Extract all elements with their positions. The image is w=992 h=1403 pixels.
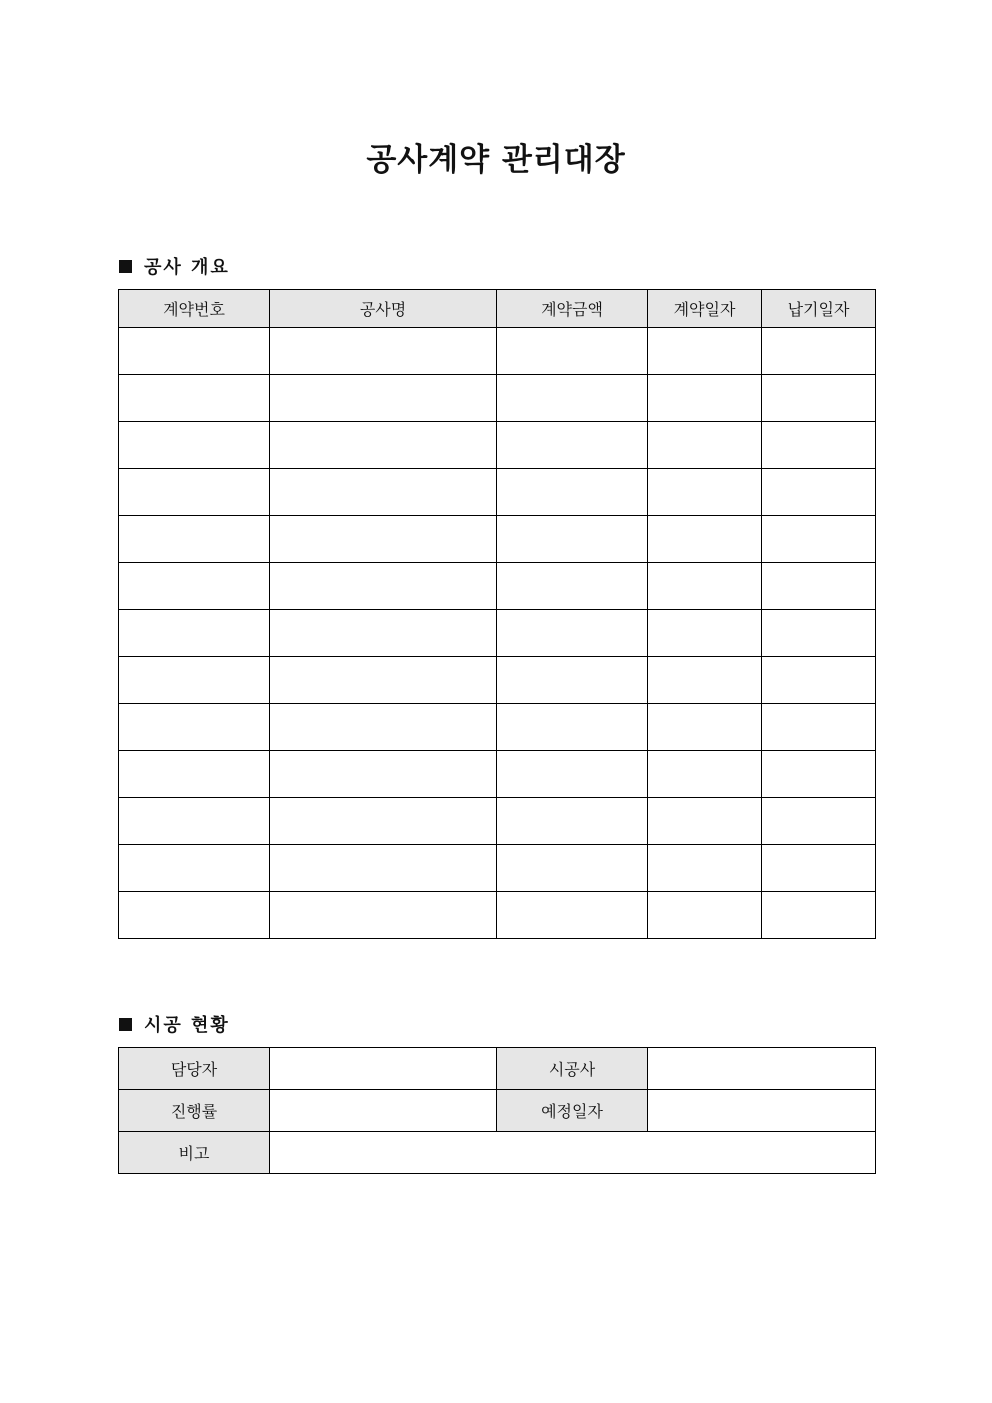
contract-number-cell[interactable] [119,657,270,704]
contract-date-cell[interactable] [648,704,762,751]
table-row [119,704,876,751]
contract-amount-cell[interactable] [497,375,648,422]
contract-amount-cell[interactable] [497,798,648,845]
contractor-field[interactable] [648,1048,876,1090]
contract-date-cell[interactable] [648,798,762,845]
table-row [119,422,876,469]
column-header-project-name: 공사명 [270,290,497,328]
contract-date-cell[interactable] [648,375,762,422]
column-header-contract-amount: 계약금액 [497,290,648,328]
section-heading-label: 공사 개요 [144,257,230,278]
delivery-date-cell[interactable] [762,563,876,610]
contract-date-cell[interactable] [648,516,762,563]
contract-number-cell[interactable] [119,798,270,845]
square-bullet-icon [119,260,132,273]
delivery-date-cell[interactable] [762,704,876,751]
remarks-field[interactable] [270,1132,876,1174]
contract-number-cell[interactable] [119,892,270,939]
delivery-date-cell[interactable] [762,610,876,657]
progress-rate-field[interactable] [270,1090,497,1132]
contract-date-cell[interactable] [648,328,762,375]
contract-date-cell[interactable] [648,845,762,892]
contract-number-cell[interactable] [119,375,270,422]
delivery-date-cell[interactable] [762,328,876,375]
contract-number-cell[interactable] [119,610,270,657]
contract-amount-cell[interactable] [497,845,648,892]
delivery-date-cell[interactable] [762,798,876,845]
scheduled-date-field[interactable] [648,1090,876,1132]
table-row [119,516,876,563]
project-name-cell[interactable] [270,751,497,798]
project-name-cell[interactable] [270,657,497,704]
contract-date-cell[interactable] [648,892,762,939]
delivery-date-cell[interactable] [762,469,876,516]
section-heading-overview [119,253,230,279]
table-header-row [119,290,876,328]
table-row [119,328,876,375]
project-name-cell[interactable] [270,328,497,375]
table-row [119,1048,876,1090]
contract-amount-cell[interactable] [497,610,648,657]
contract-date-cell[interactable] [648,469,762,516]
contract-date-cell[interactable] [648,563,762,610]
project-name-cell[interactable] [270,375,497,422]
contract-overview-table [118,289,876,939]
construction-progress-table [118,1047,876,1174]
contract-number-cell[interactable] [119,751,270,798]
delivery-date-cell[interactable] [762,751,876,798]
manager-field[interactable] [270,1048,497,1090]
table-row [119,1090,876,1132]
contract-amount-cell[interactable] [497,892,648,939]
table-row [119,751,876,798]
table-row [119,469,876,516]
project-name-cell[interactable] [270,610,497,657]
delivery-date-cell[interactable] [762,516,876,563]
project-name-cell[interactable] [270,469,497,516]
progress-rate-label: 진행률 [119,1090,270,1132]
contract-amount-cell[interactable] [497,563,648,610]
contract-date-cell[interactable] [648,610,762,657]
project-name-cell[interactable] [270,704,497,751]
project-name-cell[interactable] [270,892,497,939]
contract-amount-cell[interactable] [497,704,648,751]
table-row [119,563,876,610]
delivery-date-cell[interactable] [762,375,876,422]
contract-number-cell[interactable] [119,704,270,751]
project-name-cell[interactable] [270,845,497,892]
contract-overview-body [119,328,876,939]
contract-number-cell[interactable] [119,563,270,610]
table-row [119,610,876,657]
scheduled-date-label: 예정일자 [497,1090,648,1132]
contract-number-cell[interactable] [119,469,270,516]
section-heading-label: 시공 현황 [144,1015,230,1036]
section-heading-progress [119,1011,230,1037]
manager-label: 담당자 [119,1048,270,1090]
project-name-cell[interactable] [270,563,497,610]
table-row [119,375,876,422]
square-bullet-icon [119,1018,132,1031]
table-row [119,845,876,892]
delivery-date-cell[interactable] [762,892,876,939]
column-header-delivery-date: 납기일자 [762,290,876,328]
column-header-contract-date: 계약일자 [648,290,762,328]
delivery-date-cell[interactable] [762,845,876,892]
table-row [119,798,876,845]
contract-number-cell[interactable] [119,328,270,375]
contract-amount-cell[interactable] [497,422,648,469]
delivery-date-cell[interactable] [762,422,876,469]
table-row [119,892,876,939]
column-header-contract-number: 계약번호 [119,290,270,328]
contract-number-cell[interactable] [119,422,270,469]
table-row [119,1132,876,1174]
page-title: 공사계약 관리대장 [366,142,626,178]
project-name-cell[interactable] [270,422,497,469]
contract-amount-cell[interactable] [497,516,648,563]
remarks-label: 비고 [119,1132,270,1174]
contract-amount-cell[interactable] [497,328,648,375]
project-name-cell[interactable] [270,516,497,563]
contract-number-cell[interactable] [119,845,270,892]
contract-amount-cell[interactable] [497,469,648,516]
contract-date-cell[interactable] [648,422,762,469]
table-row [119,657,876,704]
contract-amount-cell[interactable] [497,657,648,704]
project-name-cell[interactable] [270,798,497,845]
contract-date-cell[interactable] [648,751,762,798]
contract-amount-cell[interactable] [497,751,648,798]
contractor-label: 시공사 [497,1048,648,1090]
delivery-date-cell[interactable] [762,657,876,704]
contract-date-cell[interactable] [648,657,762,704]
contract-number-cell[interactable] [119,516,270,563]
